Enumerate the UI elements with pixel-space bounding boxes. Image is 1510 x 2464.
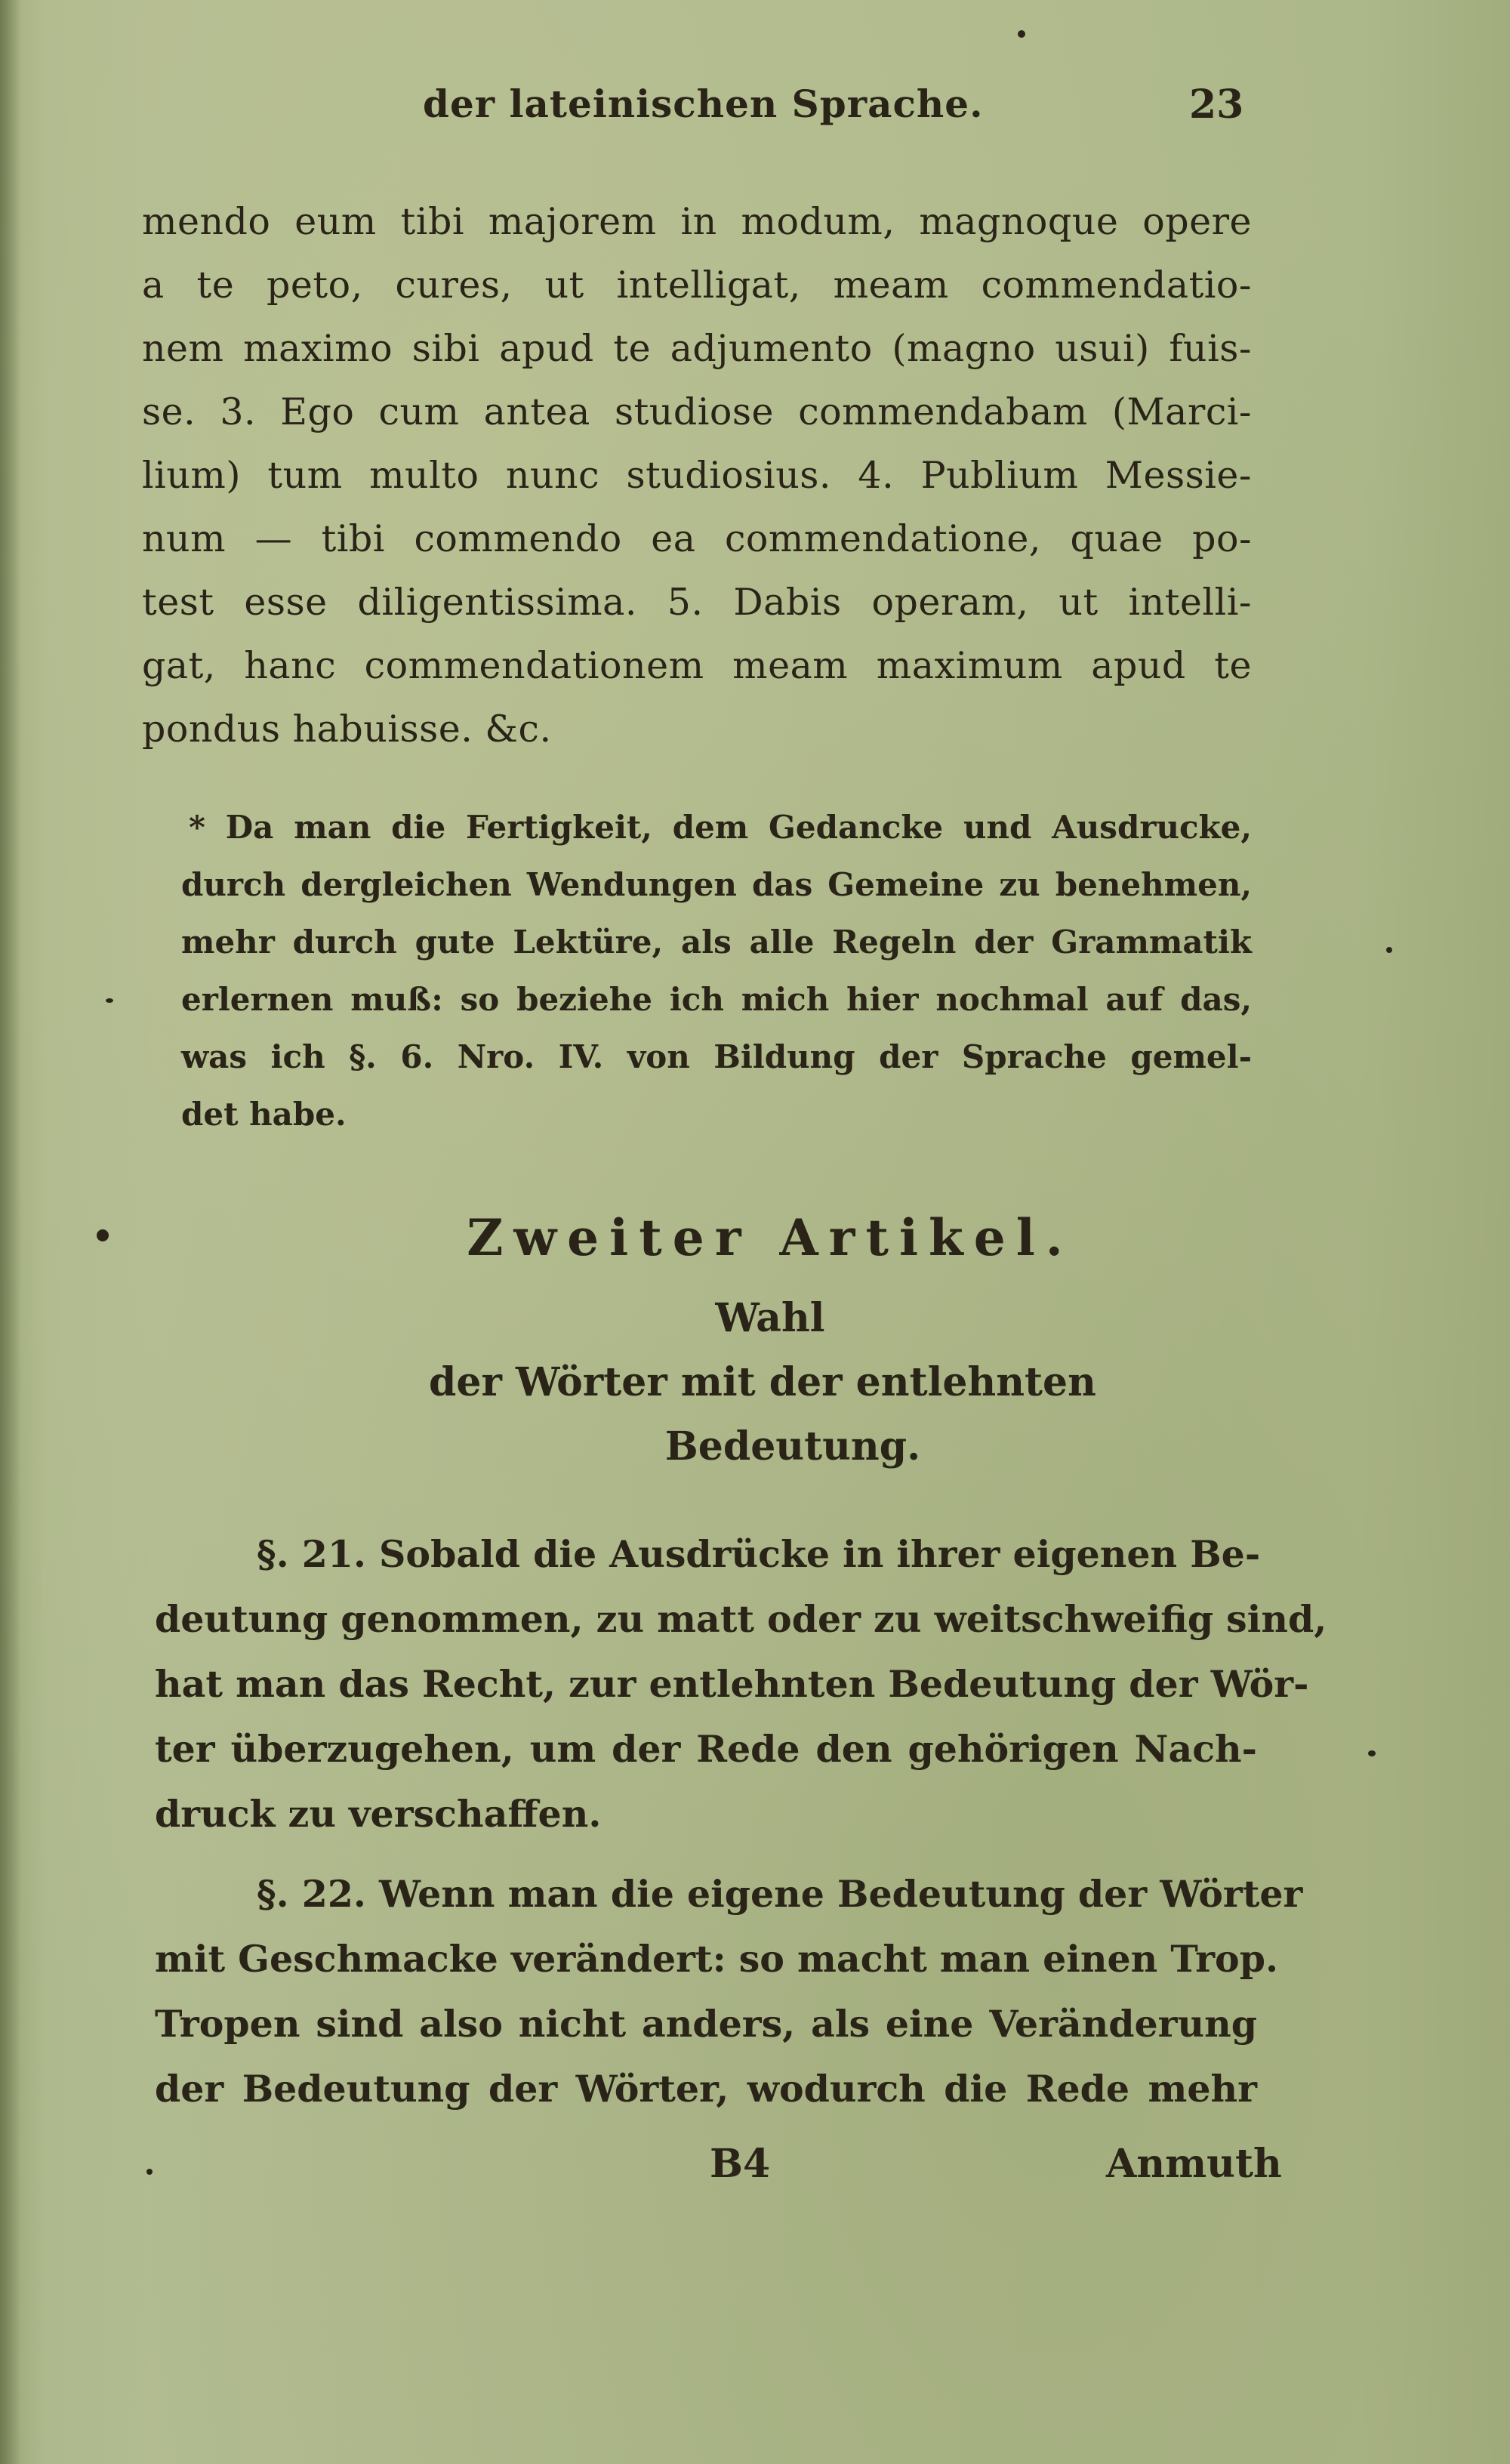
signature-mark: B4 [710, 2141, 771, 2187]
footnote-line: durch dergleichen Wendungen das Gemeine zu benehmen, [181, 866, 1252, 903]
text-line: a te peto, cures, ut intelligat, meam commendatio- [142, 264, 1252, 307]
section-subheading: Wahl [715, 1295, 825, 1341]
paragraph-22 [155, 1861, 1303, 2121]
text-line: gat, hanc commendationem meam maximum apud te [142, 644, 1252, 687]
text-line: ter überzugehen, um der Rede den gehörigen Nach- [155, 1727, 1257, 1771]
text-line: num — tibi commendo ea commendatione, quae po- [142, 517, 1252, 560]
paper-speck [1386, 947, 1392, 953]
text-line: hat man das Recht, zur entlehnten Bedeutung der Wör- [155, 1662, 1309, 1706]
text-line: mit Geschmacke verändert: so macht man einen Trop. [155, 1937, 1279, 1981]
text-line: nem maximo sibi apud te adjumento (magno usui) fuis- [142, 327, 1252, 370]
text-line: §. 21. Sobald die Ausdrücke in ihrer eigenen Be- [257, 1532, 1261, 1576]
paper-speck [106, 998, 113, 1003]
paper-speck [1018, 30, 1025, 38]
text-line: test esse diligentissima. 5. Dabis operam, ut intelli- [142, 581, 1252, 624]
text-line: mendo eum tibi majorem in modum, magnoque opere [142, 200, 1252, 243]
catchword: Anmuth [1106, 2141, 1282, 2187]
text-line: Tropen sind also nicht anders, als eine Veränderung [155, 2002, 1257, 2046]
footnote [181, 799, 1252, 1143]
text-line: §. 22. Wenn man die eigene Bedeutung der Wörter [257, 1872, 1303, 1916]
footnote-line: det habe. [181, 1096, 347, 1133]
section-subheading: der Wörter mit der entlehnten [429, 1359, 1096, 1405]
text-line: se. 3. Ego cum antea studiose commendabam (Marci- [142, 390, 1252, 433]
footnote-line: mehr durch gute Lektüre, als alle Regeln der Grammatik [181, 924, 1252, 961]
text-line: pondus habuisse. &c. [142, 708, 552, 751]
paragraph-21 [155, 1522, 1327, 1846]
running-title: der lateinischen Sprache. [423, 82, 984, 126]
page-footer [0, 2141, 1510, 2201]
footnote-line: * Da man die Fertigkeit, dem Gedancke und Ausdrucke, [189, 809, 1252, 846]
section-subheading: Bedeutung. [664, 1423, 921, 1469]
paper-speck [146, 2169, 153, 2175]
latin-passage [142, 190, 1252, 761]
paper-speck [97, 1229, 109, 1241]
text-line: der Bedeutung der Wörter, wodurch die Rede mehr [155, 2067, 1257, 2111]
text-line: lium) tum multo nunc studiosius. 4. Publium Messie- [142, 454, 1252, 497]
page-number: 23 [1189, 82, 1244, 128]
text-line: deutung genommen, zu matt oder zu weitschweifig sind, [155, 1597, 1327, 1641]
section-heading: Zweiter Artikel. [467, 1208, 1074, 1267]
paper-speck [1368, 1750, 1376, 1756]
footnote-line: was ich §. 6. Nro. IV. von Bildung der Sprache gemel- [181, 1038, 1252, 1075]
text-line: druck zu verschaffen. [155, 1792, 602, 1836]
footnote-line: erlernen muß: so beziehe ich mich hier nochmal auf das, [181, 981, 1252, 1018]
